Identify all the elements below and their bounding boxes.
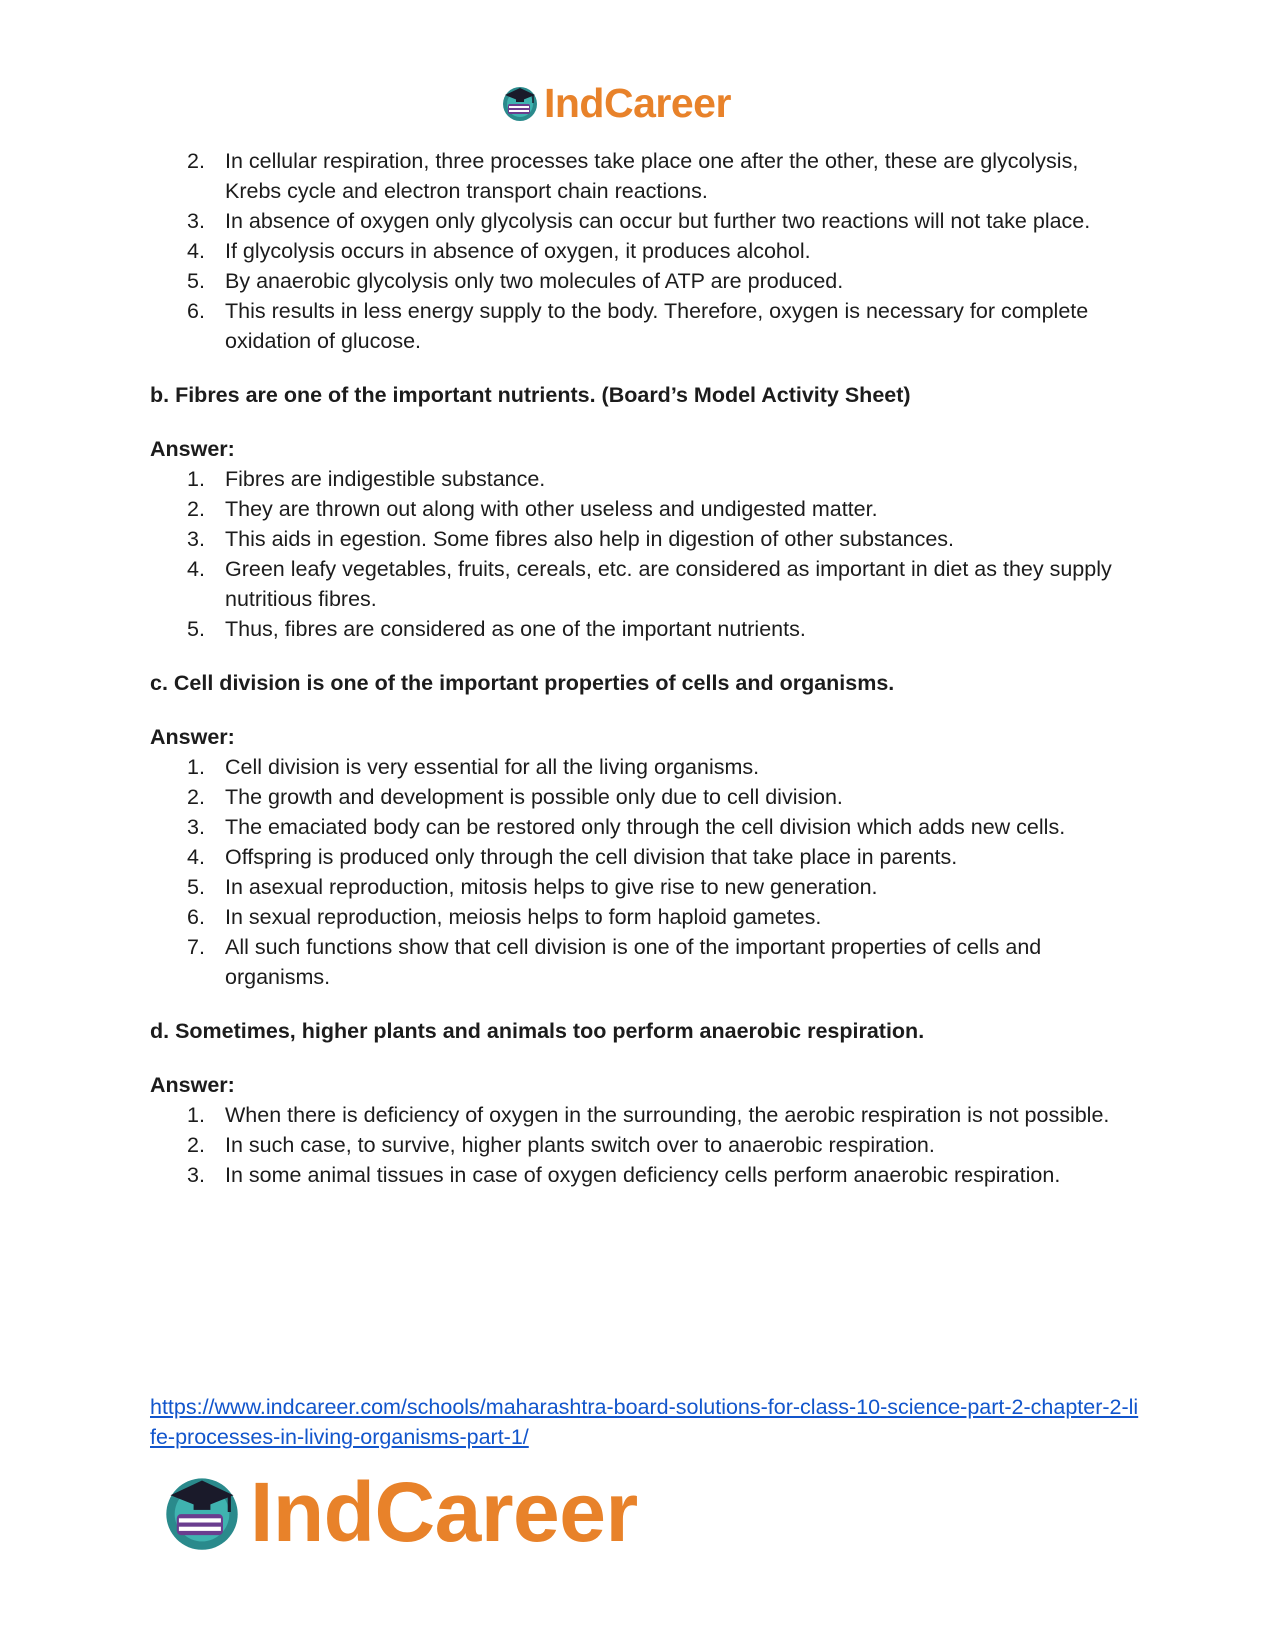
footer-logo: [160, 1462, 638, 1562]
intro-list: [150, 146, 1130, 356]
graduation-cap-book-icon: [160, 1470, 244, 1554]
answer-list: [150, 752, 1130, 992]
list-item: 3. This aids in egestion. Some fibres also help in digestion of other substances.: [187, 527, 955, 551]
logo-wordmark: IndCareer: [544, 79, 731, 126]
list-item: 6. In sexual reproduction, meiosis helps to form haploid gametes.: [187, 905, 822, 929]
question-heading: c. Cell division is one of the important properties of cells and organisms.: [150, 671, 895, 695]
answer-label: Answer:: [150, 1073, 235, 1097]
list-item: 1. Fibres are indigestible substance.: [187, 467, 546, 491]
list-item: 1. Cell division is very essential for all the living organisms.: [187, 755, 760, 779]
source-link[interactable]: https://www.indcareer.com/schools/maharashtra-board-solutions-for-class-10-science-part-2-chapter-2-life-processes-in-living-organisms-part-1/: [150, 1395, 1139, 1449]
list-item: 2. The growth and development is possible only due to cell division.: [187, 785, 843, 809]
answer-label: Answer:: [150, 437, 235, 461]
list-item: 4. Offspring is produced only through the cell division that take place in parents.: [187, 845, 958, 869]
list-item: 2. In such case, to survive, higher plants switch over to anaerobic respiration.: [187, 1133, 935, 1157]
logo-wordmark: IndCareer: [250, 1465, 638, 1559]
list-item: 2. They are thrown out along with other useless and undigested matter.: [187, 497, 878, 521]
list-item: 5. In asexual reproduction, mitosis helps to give rise to new generation.: [187, 875, 878, 899]
list-item: 3. In absence of oxygen only glycolysis can occur but further two reactions will not take place.: [187, 209, 1091, 233]
list-item: 4. If glycolysis occurs in absence of oxygen, it produces alcohol.: [187, 239, 811, 263]
list-item: 2. In cellular respiration, three processes take place one after the other, these are glycolysis, Krebs cycle and electron transport chain reactions.: [187, 149, 1079, 203]
answer-list: [150, 464, 1130, 644]
header-logo: [500, 78, 731, 128]
list-item: 1. When there is deficiency of oxygen in the surrounding, the aerobic respiration is not possible.: [187, 1103, 1110, 1127]
main-content: [150, 146, 1130, 1190]
list-item: 5. By anaerobic glycolysis only two molecules of ATP are produced.: [187, 269, 844, 293]
list-item: 3. The emaciated body can be restored only through the cell division which adds new cells.: [187, 815, 1066, 839]
graduation-cap-book-icon: [500, 83, 540, 123]
question-heading: d. Sometimes, higher plants and animals too perform anaerobic respiration.: [150, 1019, 925, 1043]
question-heading: b. Fibres are one of the important nutrients. (Board’s Model Activity Sheet): [150, 383, 911, 407]
answer-list: [150, 1100, 1130, 1190]
list-item: 6. This results in less energy supply to the body. Therefore, oxygen is necessary for complete oxidation of glucose.: [187, 299, 1089, 353]
list-item: 3. In some animal tissues in case of oxygen deficiency cells perform anaerobic respiration.: [187, 1163, 1061, 1187]
list-item: 7. All such functions show that cell division is one of the important properties of cells and organisms.: [187, 935, 1042, 989]
answer-label: Answer:: [150, 725, 235, 749]
list-item: 5. Thus, fibres are considered as one of the important nutrients.: [187, 617, 806, 641]
list-item: 4. Green leafy vegetables, fruits, cereals, etc. are considered as important in diet as they supply nutritious fibres.: [187, 557, 1112, 611]
